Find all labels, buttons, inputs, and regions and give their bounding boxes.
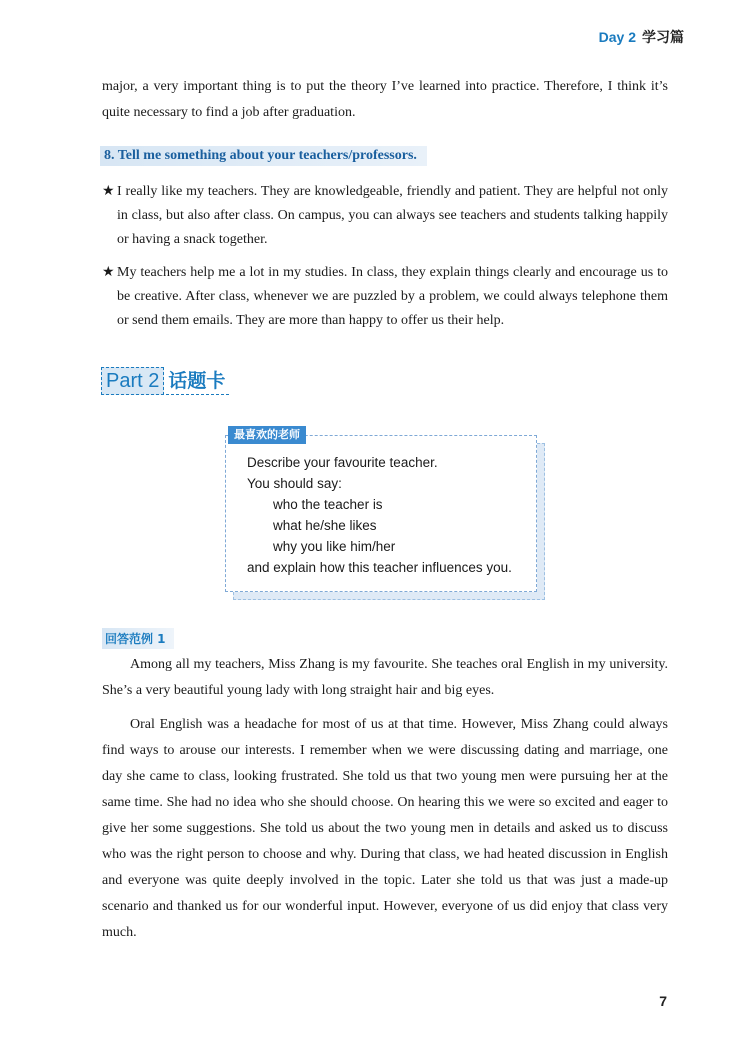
running-header <box>599 27 684 47</box>
card-point-3: why you like him/her <box>273 539 396 554</box>
part2-label: Part 2 <box>101 367 164 395</box>
page-number: 7 <box>659 993 667 1009</box>
part2-underline <box>101 394 229 395</box>
header-day: Day 2 <box>598 29 636 45</box>
sample-paragraph-1: Among all my teachers, Miss Zhang is my favourite. She teaches oral English in my university. She’s a very beautiful young lady with long straight hair and big eyes. <box>102 657 668 698</box>
answer-text-2: My teachers help me a lot in my studies. In class, they explain things clearly and encourage us to be creative. After class, whenever we are puzzled by a problem, we could always telephone them or send them emails. They are more than happy to offer us their help. <box>117 265 668 328</box>
card-prompt: Describe your favourite teacher. <box>247 455 438 470</box>
sample-answer-heading: 回答范例 1 <box>102 628 174 649</box>
sample-paragraph-2: Oral English was a headache for most of us at that time. However, Miss Zhang could always find ways to arouse our interests. I remember when we were discussing dating and marriage, one day she came to class, looking frustrated. She told us that two young men were pursuing her at the same time. She had no idea who she should choose. On hearing this we were so excited and eager to give her some suggestions. She told us about the two young men in details and asked us to discuss who was the right person to choose and why. During that class, we had heated discussion in English and everyone was quite deeply involved in the topic. Later she told us that was just a made-up scenario and thanked us for our wonderful input. However, everyone of us did enjoy that class very much. <box>102 717 668 940</box>
answer-text-1: I really like my teachers. They are knowledgeable, friendly and patient. They are helpful not only in class, but also after class. On campus, you can always see teachers and students talking happily or having a snack together. <box>117 184 668 247</box>
card-closing: and explain how this teacher influences you. <box>247 560 512 575</box>
topic-card-body <box>247 452 512 578</box>
card-point-2: what he/she likes <box>273 518 377 533</box>
intro-paragraph: major, a very important thing is to put the theory I’ve learned into practice. Therefore, I think it’s quite necessary to find a job after graduation. <box>102 79 668 120</box>
star-icon: ★ <box>102 184 115 199</box>
part2-title <box>101 366 225 395</box>
topic-card-tab: 最喜欢的老师 <box>228 426 306 444</box>
header-section: 学习篇 <box>642 29 684 45</box>
part2-heading: 话题卡 <box>168 370 226 392</box>
card-point-1: who the teacher is <box>273 497 383 512</box>
question-heading: 8. Tell me something about your teachers/professors. <box>100 146 427 166</box>
star-icon: ★ <box>102 265 115 280</box>
answer-bullet-1 <box>102 180 668 252</box>
card-should-say: You should say: <box>247 476 342 491</box>
answer-bullet-2 <box>102 261 668 333</box>
